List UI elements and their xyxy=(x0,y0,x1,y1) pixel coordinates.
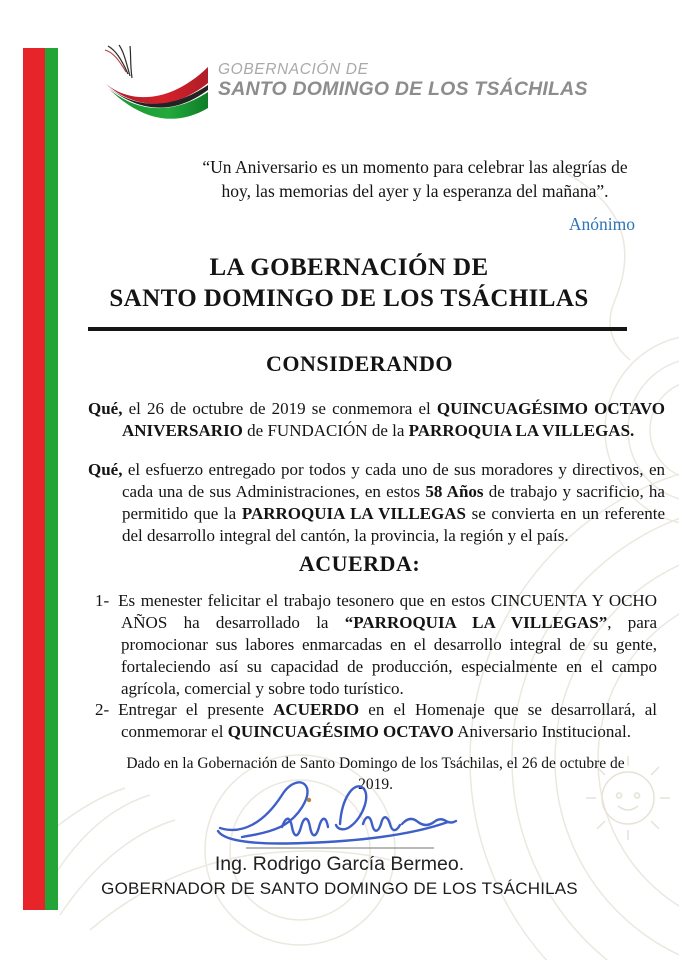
acuerda-heading: ACUERDA: xyxy=(298,551,421,576)
document-title xyxy=(68,252,630,314)
quote-line2: hoy, las memorias del ayer y la esperanza del mañana”. xyxy=(221,181,609,201)
signature-block xyxy=(0,778,679,899)
logo-swoosh-icon xyxy=(100,42,212,124)
logo-text xyxy=(218,62,588,100)
acuerda-item-2 xyxy=(95,699,657,743)
title-divider-rule xyxy=(88,327,627,331)
signature-handwriting xyxy=(212,778,468,852)
signature-ink-dot xyxy=(306,798,310,802)
considerando-paragraph-2: Qué, el esfuerzo entregado por todos y cada uno de sus moradores y directivos, en cada una de sus Administraciones, en estos 58 Años de trabajo y sacrificio, ha permitido que la PARROQUIA LA VILLEGAS se convierta en un referente del desarrollo integral del cantón, la provincia, la región y el país. xyxy=(88,460,665,545)
acuerda-item-1 xyxy=(95,590,657,700)
document-title-line2: SANTO DOMINGO DE LOS TSÁCHILAS xyxy=(109,285,589,312)
considerando-paragraph-1: Qué, el 26 de octubre de 2019 se conmemora el QUINCUAGÉSIMO OCTAVO ANIVERSARIO de FUNDACIÓN de la PARROQUIA LA VILLEGAS. xyxy=(88,399,665,440)
item-2-text: Entregar el presente ACUERDO en el Homenaje que se desarrollará, al conmemorar el QUINCUAGÉSIMO OCTAVO Aniversario Institucional. xyxy=(118,700,657,741)
signatory-title: GOBERNADOR DE SANTO DOMINGO DE LOS TSÁCHILAS xyxy=(101,879,578,898)
item-2-number: 2- xyxy=(95,700,110,719)
document-title-line1: LA GOBERNACIÓN DE xyxy=(209,254,489,281)
signatory-name: Ing. Rodrigo García Bermeo. xyxy=(214,853,465,875)
item-1-text: Es menester felicitar el trabajo tesonero que en estos CINCUENTA Y OCHO AÑOS ha desarrollado la “PARROQUIA LA VILLEGAS”, para promocionar sus labores enmarcadas en el desarrollo integral de su gente, fortaleciendo así su capacidad de producción, especialmente en el campo agrícola, comercial y sobre todo turístico. xyxy=(118,591,657,698)
logo-line1: GOBERNACIÓN DE xyxy=(218,61,369,78)
item-1-number: 1- xyxy=(95,591,110,610)
dado-line: Dado en la Gobernación de Santo Domingo de los Tsáchilas, el 26 de octubre de 2019. xyxy=(126,755,625,793)
quote-line1: “Un Aniversario es un momento para celebrar las alegrías de xyxy=(202,157,628,177)
gobernacion-logo xyxy=(100,42,588,124)
considerando-heading: CONSIDERANDO xyxy=(266,351,453,376)
logo-line2: SANTO DOMINGO DE LOS TSÁCHILAS xyxy=(218,77,588,100)
quote-block xyxy=(195,155,635,236)
quote-attribution: Anónimo xyxy=(568,214,635,234)
